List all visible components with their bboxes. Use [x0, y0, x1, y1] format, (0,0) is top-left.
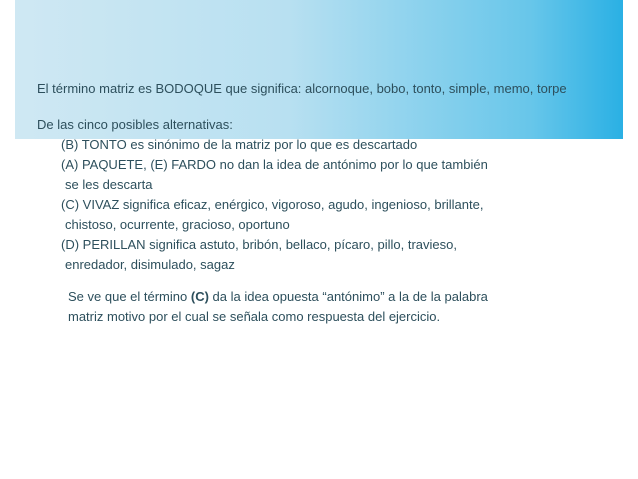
- alternative-d-continued: enredador, disimulado, sagaz: [65, 257, 235, 272]
- conclusion-answer: (C): [190, 289, 209, 304]
- alternative-c-continued: chistoso, ocurrente, gracioso, oportuno: [65, 217, 290, 232]
- conclusion-line-1: [37, 287, 597, 307]
- alternative-d: (D) PERILLAN significa astuto, bribón, bellaco, pícaro, pillo, travieso,: [61, 237, 457, 252]
- alternatives-heading: De las cinco posibles alternativas:: [37, 117, 233, 132]
- alternative-ae-continued: se les descarta: [65, 177, 153, 192]
- conclusion-text-pre: Se ve que el término: [68, 289, 191, 304]
- conclusion-line-2: matriz motivo por el cual se señala como respuesta del ejercicio.: [68, 309, 441, 324]
- alternative-b: (B) TONTO es sinónimo de la matriz por lo que es descartado: [61, 137, 418, 152]
- conclusion-text-post: da la idea opuesta “antónimo” a la de la palabra: [208, 289, 488, 304]
- slide-body: [37, 79, 597, 327]
- alternative-ae: (A) PAQUETE, (E) FARDO no dan la idea de antónimo por lo que también: [61, 157, 488, 172]
- intro-paragraph: El término matriz es BODOQUE que significa: alcornoque, bobo, tonto, simple, memo, torpe: [37, 81, 567, 96]
- alternative-c: (C) VIVAZ significa eficaz, enérgico, vigoroso, agudo, ingenioso, brillante,: [61, 197, 484, 212]
